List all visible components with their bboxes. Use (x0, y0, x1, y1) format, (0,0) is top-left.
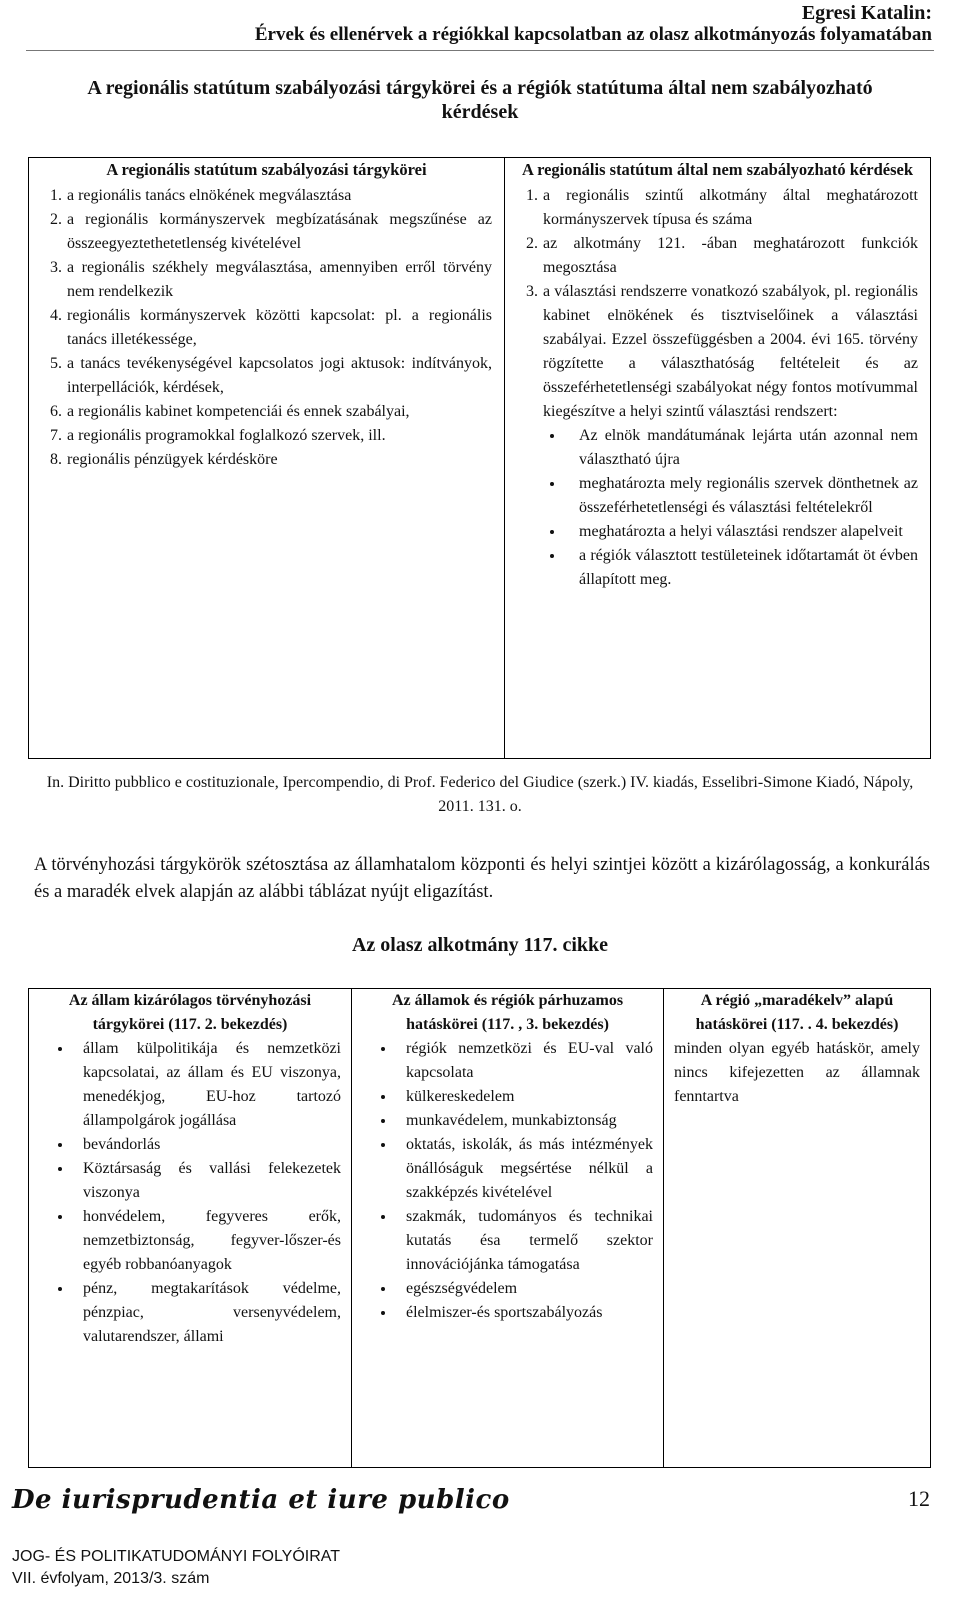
right-bullet-item: • Az elnök mandátumának lejárta után azonnal nem választható újra (565, 424, 918, 472)
left-list-item: 3. a regionális székhely megválasztása, amennyiben erről törvény nem rendelkezik (66, 256, 492, 304)
residual-header: A régió „maradékelv” alapú hatáskörei (117. . 4. bekezdés) (695, 992, 899, 1033)
left-list-item: 8. regionális pénzügyek kérdésköre (66, 448, 492, 472)
right-bullet-item: • meghatározta mely regionális szervek dönthetnek az összeférhetetlenségi és választási feltételekről (565, 472, 918, 520)
right-list-item: 2. az alkotmány 121. -ában meghatározott funkciók megosztása (542, 232, 918, 280)
statute-right-cell (505, 158, 931, 759)
right-list-item: 1. a regionális szintű alkotmány által meghatározott kormányszervek típusa és száma (542, 184, 918, 232)
body-paragraph: A törvényhozási tárgykörök szétosztása az államhatalom központi és helyi szintjei között a kizárólagosság, a konkurálás és a maradék elvek alapján az alábbi táblázat nyújt eligazítást. (34, 855, 930, 902)
exclusive-list (39, 1037, 341, 1349)
concurrent-list (362, 1037, 653, 1325)
right-numbered-list (517, 184, 918, 424)
right-bullet-item: • meghatározta a helyi választási rendszer alapelveit (565, 520, 918, 544)
left-list-item: 5. a tanács tevékenységével kapcsolatos jogi aktusok: indítványok, interpellációk, kérdések, (66, 352, 492, 400)
statute-left-cell (29, 158, 505, 759)
left-list-item: 1. a regionális tanács elnökének megválasztása (66, 184, 492, 208)
left-list-item: 2. a regionális kormányszervek megbízatásának megszűnése az összeegyeztethetetlenség kivételével (66, 208, 492, 256)
competence-table (28, 988, 931, 1468)
exclusive-item: • állam külpolitikája és nemzetközi kapcsolatai, az állam és EU viszonya, menedékjog, EU-hoz tartozó állampolgárok jogállása (73, 1037, 341, 1133)
left-numbered-list (41, 184, 492, 472)
exclusive-item: • honvédelem, fegyveres erők, nemzetbiztonság, fegyver-lőszer-és egyéb robbanóanyagok (73, 1205, 341, 1277)
concurrent-item: • régiók nemzetközi és EU-val való kapcsolata (396, 1037, 653, 1085)
concurrent-item: • munkavédelem, munkabiztonság (396, 1109, 653, 1133)
journal-name: JOG- ÉS POLITIKATUDOMÁNYI FOLYÓIRAT (12, 1548, 341, 1565)
exclusive-cell (29, 989, 352, 1468)
page-number: 12 (908, 1486, 930, 1511)
left-list-item: 6. a regionális kabinet kompetenciái és ennek szabályai, (66, 400, 492, 424)
section-title: A regionális statútum szabályozási tárgykörei és a régiók statútuma által nem szabályozható kérdések (87, 77, 873, 123)
residual-text: minden olyan egyéb hatáskör, amely nincs kifejezetten az államnak fenntartva (674, 1040, 920, 1105)
exclusive-item: • bevándorlás (73, 1133, 341, 1157)
left-list-item: 7. a regionális programokkal foglalkozó szervek, ill. (66, 424, 492, 448)
journal-issue: VII. évfolyam, 2013/3. szám (12, 1570, 210, 1587)
right-list-item: 3. a választási rendszerre vonatkozó szabályok, pl. regionális kabinet elnökének és tisztviselőinek a választási szabályai. Ezzel összefüggésben a 2004. évi 165. törvény rögzítette a választhatóság feltételeit és az összeférhetetlenségi szabályokat négy fontos motívummal kiegészítve a helyi szintű választási rendszert: (542, 280, 918, 424)
exclusive-item: • Köztársaság és vallási felekezetek viszonya (73, 1157, 341, 1205)
right-bullet-item: • a régiók választott testületeinek időtartamát öt évben állapított meg. (565, 544, 918, 592)
concurrent-item: • oktatás, iskolák, ás más intézmények önállóságuk megsértése nélkül a szakképzés kivételével (396, 1133, 653, 1205)
right-column-header: A regionális statútum által nem szabályozható kérdések (521, 160, 914, 179)
statute-table (28, 157, 931, 759)
concurrent-header: Az államok és régiók párhuzamos hatáskörei (117. , 3. bekezdés) (391, 992, 624, 1033)
left-column-header: A regionális statútum szabályozási tárgykörei (106, 160, 427, 179)
right-bullet-list (517, 424, 918, 592)
residual-cell (664, 989, 931, 1468)
exclusive-item: • pénz, megtakarítások védelme, pénzpiac, versenyvédelem, valutarendszer, állami (73, 1277, 341, 1349)
concurrent-item: • élelmiszer-és sportszabályozás (396, 1301, 653, 1325)
exclusive-header: Az állam kizárólagos törvényhozási tárgykörei (117. 2. bekezdés) (68, 992, 312, 1033)
journal-title: De iurisprudentia et iure publico (12, 1485, 510, 1515)
concurrent-cell (352, 989, 664, 1468)
article-title: Az olasz alkotmány 117. cikke (351, 934, 609, 956)
concurrent-item: • szakmák, tudományos és technikai kutatás ésa termelő szektor innovációjánka támogatása (396, 1205, 653, 1277)
left-list-item: 4. regionális kormányszervek közötti kapcsolat: pl. a regionális tanács illetékessége, (66, 304, 492, 352)
concurrent-item: • egészségvédelem (396, 1277, 653, 1301)
header-subtitle: Érvek és ellenérvek a régiókkal kapcsolatban az olasz alkotmányozás folyamatában (254, 24, 932, 45)
source-citation: In. Diritto pubblico e costituzionale, Ipercompendio, di Prof. Federico del Giudice (szerk.) IV. kiadás, Esselibri-Simone Kiadó, Nápoly, 2011. 131. o. (46, 774, 914, 815)
header-divider (26, 50, 934, 51)
header-author: Egresi Katalin: (801, 2, 932, 24)
concurrent-item: • külkereskedelem (396, 1085, 653, 1109)
